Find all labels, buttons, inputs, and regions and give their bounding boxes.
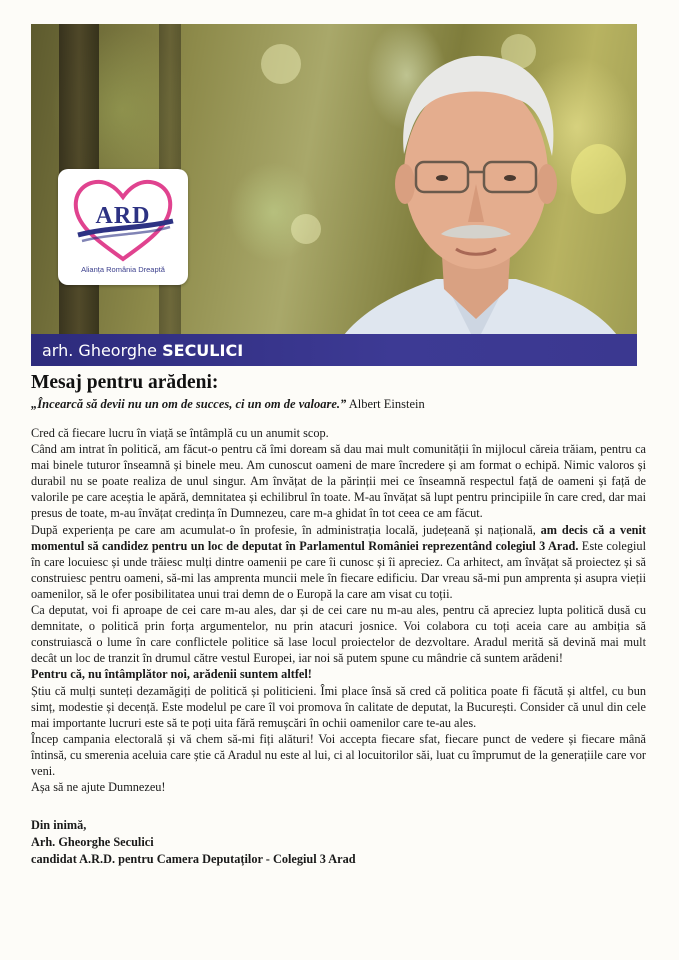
paragraph-slogan bbox=[31, 666, 646, 682]
name-surname: SECULICI bbox=[162, 340, 244, 360]
name-prefix: arh. Gheorghe bbox=[42, 340, 163, 360]
candidate-portrait bbox=[316, 44, 636, 366]
signature-closing: Din inimă, bbox=[31, 818, 87, 833]
paragraph: Cred că fiecare lucru în viață se întâmplă cu un anumit scop. bbox=[31, 426, 329, 440]
letter-body bbox=[31, 425, 646, 795]
signature-block bbox=[31, 817, 646, 868]
paragraph bbox=[31, 522, 646, 602]
ard-logo bbox=[58, 169, 188, 285]
quote-author: Albert Einstein bbox=[346, 397, 425, 411]
signature-title: candidat A.R.D. pentru Camera Deputaților - Colegiul 3 Arad bbox=[31, 852, 356, 867]
quote-text: „Încearcă să devii nu un om de succes, ci un om de valoare.” bbox=[31, 397, 347, 411]
candidate-photo-banner bbox=[31, 24, 637, 366]
paragraph-text: După experiența pe care am acumulat-o în profesie, în administrația locală, județeană și națională, bbox=[31, 522, 541, 537]
paragraph-highlight: am decis că a venit momentul să candidez pentru un loc de deputat în Parlamentul României reprezentând colegiul 3 Arad. bbox=[31, 522, 647, 553]
signature-name: Arh. Gheorghe Seculici bbox=[31, 835, 154, 850]
bokeh-light bbox=[261, 44, 301, 84]
letter-content bbox=[31, 372, 646, 868]
logo-acronym: ARD bbox=[95, 203, 151, 229]
paragraph: Știu că mulți sunteți dezamăgiți de politică și politicieni. Îmi place însă să cred că politica poate fi făcută și altfel, cu bun simț, modestie și decență. Este modelul pe care îl voi promova în calitate de deputat, la București. Consider că unul din cele mai importante lucruri este să te poți uita fără remușcări în ochii oamenilor care te-au ales. bbox=[31, 683, 646, 730]
paragraph: Ca deputat, voi fi aproape de cei care m-au ales, dar și de cei care nu m-au ales, pentru că apreciez lupta politică dusă cu demnitate, o politică prin forța argumentelor, nu prin atacuri josnice. Voi colabora cu toți aceia care au ambiția să construiască o lume în care conflictele politice să lase locul proiectelor de dezvoltare. Aradul merită să devină mai mult decât un loc de tranzit în drumul către vestul Europei, iar noi să putem spune cu mândrie că suntem arădeni! bbox=[31, 603, 646, 666]
candidate-name bbox=[42, 341, 243, 360]
paragraph-text: Este colegiul în care locuiesc și unde trăiesc mulți dintre oamenii pe care îi cunosc și îi apreciez. Ca arhitect, am învățat să proiectez și să construiesc pentru oameni, să-mi las amprenta muncii mele în fiecare edificiu. Dar vreau să-mi pun amprenta și asupra vieții oamenilor, să le ofer posibilitatea unui trai demn de o Europă la care am visat cu toții. bbox=[31, 538, 646, 601]
paragraph: Încep campania electorală și vă chem să-mi fiți alături! Voi accepta fiecare sfat, fiecare punct de vedere și fiecare mână întinsă, cu smerenia aceluia care știe că Aradul nu este al lui, ci al locuitorilor săi, luat cu împrumut de la generațiile care vor veni. bbox=[31, 731, 646, 778]
paragraph: Când am intrat în politică, am făcut-o pentru că îmi doream să dau mai mult comunității în mijlocul căreia trăiam, pentru ca mai binele tuturor înseamnă și binele meu. Am cunoscut oameni de mare încredere și am format o echipă. Nimic valoros și durabil nu se poate realiza de unul singur. Am învățat de la părinții mei ce înseamnă respectul față de oameni și față de valorile pe care aceștia le apără, demnitatea și echilibrul în toate. M-au învățat să lupt pentru principiile în care cred, dar mai presus de toate, m-au învățat credința în Dumnezeu, care m-a ghidat în tot ceea ce am făcut. bbox=[31, 442, 646, 521]
page-title: Mesaj pentru arădeni: bbox=[31, 372, 219, 393]
quote bbox=[31, 396, 646, 412]
name-banner bbox=[31, 334, 637, 366]
paragraph: Așa să ne ajute Dumnezeu! bbox=[31, 780, 166, 795]
logo-tagline: Alianța România Dreaptă bbox=[81, 265, 165, 274]
slogan-text: Pentru că, nu întâmplător noi, arădenii suntem altfel! bbox=[31, 667, 312, 682]
